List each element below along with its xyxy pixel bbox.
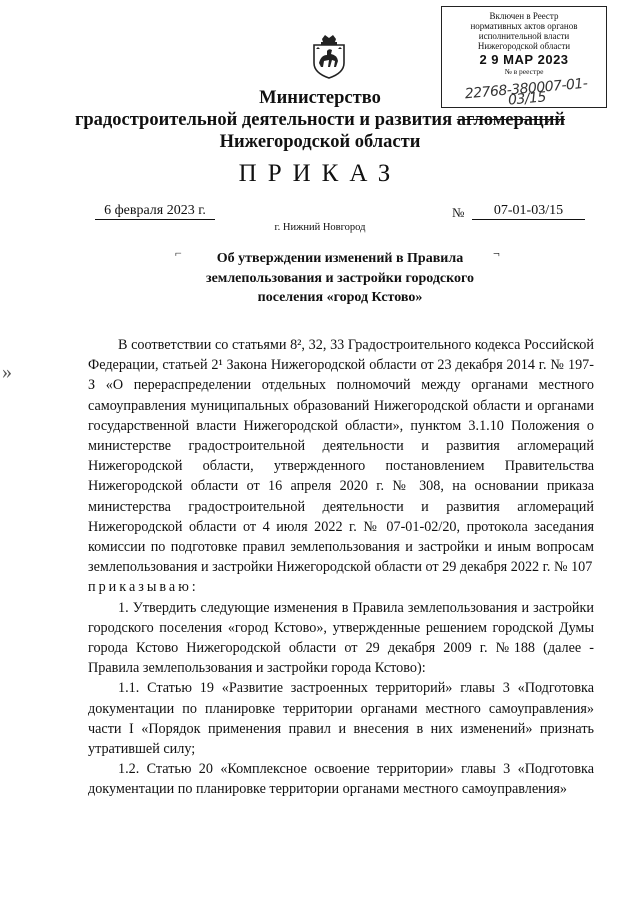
ministry-line-3: Нижегородской области xyxy=(219,132,421,152)
stamp-registry-label: № в реестре xyxy=(504,67,544,76)
stamp-line-4: Нижегородской области xyxy=(477,41,571,51)
subject-line-2: землепользования и застройки городского xyxy=(205,270,475,286)
stamp-line-3: исполнительной власти xyxy=(478,31,570,41)
ministry-line-1: Министерство xyxy=(259,88,381,108)
item-1-2-paragraph: 1.2. Статью 20 «Комплексное освоение территории» главы 3 «Подготовка документации по планировке территории органами местного самоуправления» xyxy=(88,761,594,798)
ministry-line-2 xyxy=(0,109,640,131)
scan-bottom-edge xyxy=(0,896,640,905)
order-date: 6 февраля 2023 г. xyxy=(95,203,215,220)
document-type-title: ПРИКАЗ xyxy=(238,160,402,187)
ministry-line-2-struck: агломераций xyxy=(456,110,566,130)
subject-line-1: Об утверждении изменений в Правила xyxy=(216,251,464,266)
corner-mark-right: ¬ xyxy=(493,246,500,260)
coat-of-arms-icon xyxy=(310,33,348,79)
margin-scan-mark: » xyxy=(2,361,12,383)
stamp-registry-number: 22768-380007-01-03/15 xyxy=(464,75,589,109)
order-word: приказываю: xyxy=(88,579,199,596)
subject-line-3: поселения «город Кстово» xyxy=(257,290,423,305)
number-sign: № xyxy=(452,205,465,220)
stamp-date: 2 9 МАР 2023 xyxy=(479,52,569,67)
stamp-line-1: Включен в Реестр xyxy=(489,11,559,21)
ministry-line-2-main: градостроительной деятельности и развития xyxy=(74,110,457,130)
order-number: 07-01-03/15 xyxy=(472,203,585,220)
order-subject xyxy=(190,249,490,308)
item-1-paragraph: 1. Утвердить следующие изменения в Правила землепользования и застройки городского поселения «город Кстово», утвержденные решением городской Думы города Кстово Нижегородской области от 29 декабря 2009 г. №188 (далее - Правила землепользования и застройки города Кстово): xyxy=(88,599,594,677)
item-1-1-paragraph: 1.1. Статью 19 «Развитие застроенных территорий» главы 3 «Подготовка документации по планировке территории органами местного самоуправления» части I «Порядок применения правил и внесения в них изменений» признать утратившей силу; xyxy=(88,680,594,758)
corner-mark-left: ⌐ xyxy=(175,246,182,260)
order-body xyxy=(88,335,594,800)
preamble-paragraph: В соответствии со статьями 8², 32, 33 Градостроительного кодекса Российской Федерации, статьей 2¹ Закона Нижегородской области от 23 декабря 2014 г. № 197-З «О перераспределении отдельных полномочий между органами местного самоуправления муниципальных образований Нижегородской области и органами государственной власти Нижегородской области», пунктом 3.1.10 Положения о министерстве градостроительной деятельности и развития агломераций Нижегородской области, утвержденного постановлением Правительства Нижегородской области от 16 апреля 2020 г. № 308, на основании приказа министерства градостроительной деятельности и развития агломераций Нижегородской области от 4 июля 2022 г. № 07-01-02/20, протокола заседания комиссии по подготовке правил землепользования и застройки и иным вопросам землепользования и застройки Нижегородской области от 29 декабря 2022 г. № 107 xyxy=(88,337,594,576)
stamp-line-2: нормативных актов органов xyxy=(470,21,578,31)
city: г. Нижний Новгород xyxy=(274,222,366,233)
